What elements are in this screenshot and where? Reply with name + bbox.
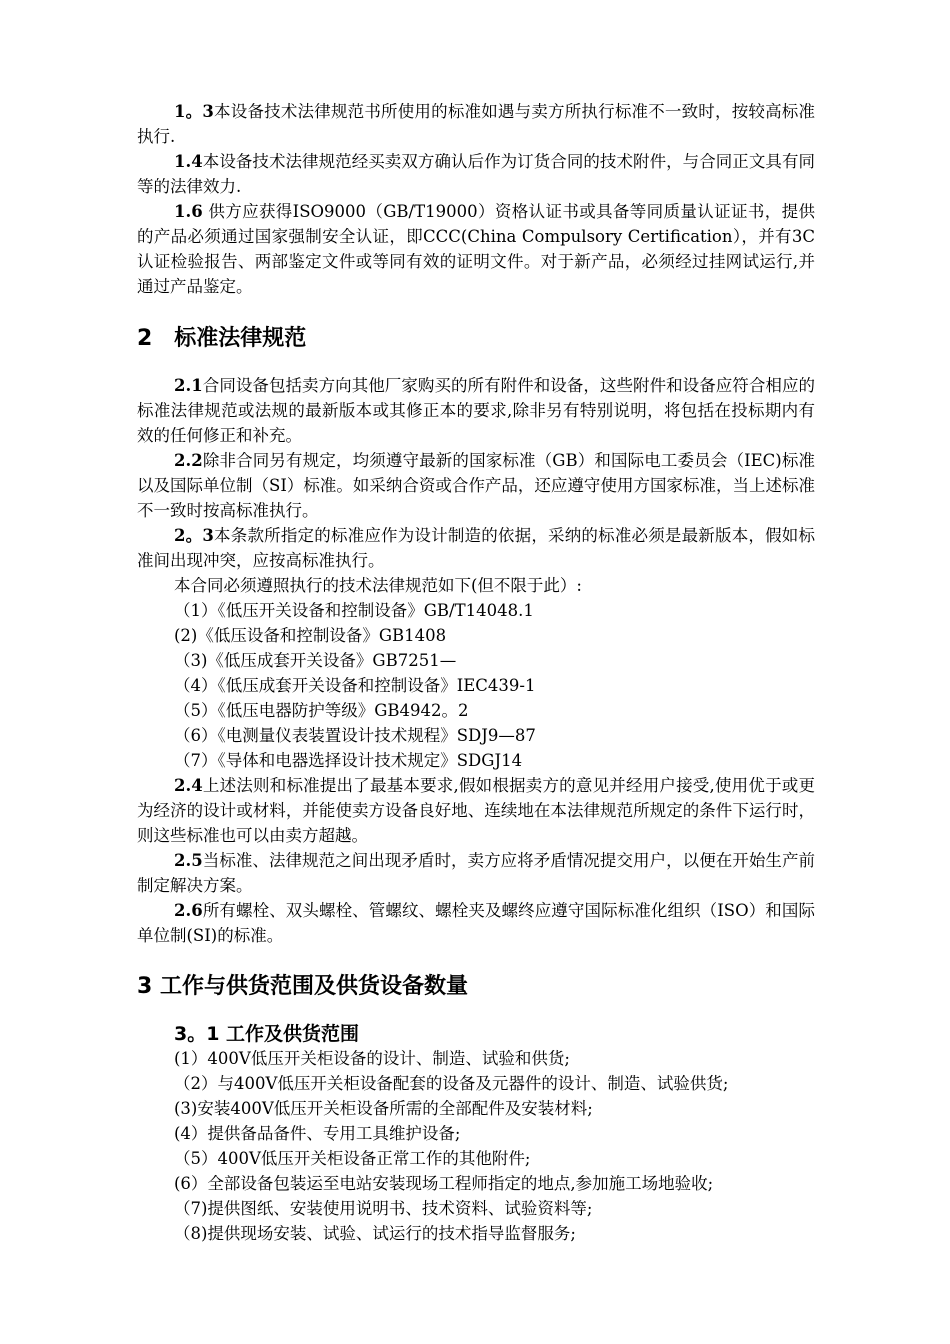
clause-number: 2.2 (174, 451, 203, 470)
clause-number: 2.1 (174, 376, 203, 395)
standard-item: （3)《低压成套开关设备》GB7251— (174, 651, 457, 670)
paragraph-2-1 (137, 373, 815, 448)
clause-number: 1.6 (174, 202, 203, 221)
scope-item: (1）400V低压开关柜设备的设计、制造、试验和供货; (174, 1049, 570, 1068)
clause-text: 本条款所指定的标准应作为设计制造的依据，采纳的标准必须是最新版本，假如标准间出现冲突，应按高标准执行。 (137, 526, 815, 570)
clause-text: 上述法则和标准提出了最基本要求,假如根据卖方的意见并经用户接受,使用优于或更为经济的设计或材料，并能使卖方设备良好地、连续地在本法律规范所规定的条件下运行时，则这些标准也可以由卖方超越。 (137, 776, 815, 845)
scope-item: (6）全部设备包装运至电站安装现场工程师指定的地点,参加施工场地验收; (174, 1174, 714, 1193)
standard-item: (2)《低压设备和控制设备》GB1408 (174, 626, 447, 645)
standard-item: （1）《低压开关设备和控制设备》GB/T14048.1 (174, 601, 534, 620)
clause-number: 2.5 (174, 851, 203, 870)
standard-item: （5）《低压电器防护等级》GB4942。2 (174, 701, 469, 720)
clause-number: 2。3 (174, 526, 214, 545)
scope-item: （2）与400V低压开关柜设备配套的设备及元器件的设计、制造、试验供货; (174, 1074, 729, 1093)
section-2-heading: 2 标准法律规范 (137, 326, 307, 351)
standard-item: （6）《电测量仪表装置设计技术规程》SDJ9—87 (174, 726, 536, 745)
paragraph-1-4 (137, 149, 815, 199)
paragraph-2-2 (137, 448, 815, 523)
clause-text: 当标准、法律规范之间出现矛盾时，卖方应将矛盾情况提交用户，以便在开始生产前制定解决方案。 (137, 851, 815, 895)
standard-item: （7）《导体和电器选择设计技术规定》SDGJ14 (174, 751, 523, 770)
clause-number: 1.4 (174, 152, 203, 171)
paragraph-2-3 (137, 523, 815, 573)
paragraph-1-3 (137, 99, 815, 149)
clause-text: 所有螺栓、双头螺栓、管螺纹、螺栓夹及螺终应遵守国际标准化组织（ISO）和国际单位制(SI)的标准。 (137, 901, 815, 945)
paragraph-2-4 (137, 773, 815, 848)
section-3-1-heading: 3。1 工作及供货范围 (174, 1023, 360, 1045)
clause-text: 本设备技术法律规范经买卖双方确认后作为订货合同的技术附件，与合同正文具有同等的法律效力. (137, 152, 815, 196)
scope-item: （7)提供图纸、安装使用说明书、技术资料、试验资料等; (174, 1199, 593, 1218)
section-3-heading: 3 工作与供货范围及供货设备数量 (137, 974, 468, 999)
scope-item: （5）400V低压开关柜设备正常工作的其他附件; (174, 1149, 531, 1168)
standard-item: （4）《低压成套开关设备和控制设备》IEC439-1 (174, 676, 536, 695)
scope-item: (4）提供备品备件、专用工具维护设备; (174, 1124, 461, 1143)
clause-text: 除非合同另有规定，均须遵守最新的国家标准（GB）和国际电工委员会（IEC)标准以及国际单位制（SI）标准。如采纳合资或合作产品，还应遵守使用方国家标准，当上述标准不一致时按高标准执行。 (137, 451, 815, 520)
scope-item: （8)提供现场安装、试验、试运行的技术指导监督服务; (174, 1224, 576, 1243)
paragraph-1-6 (137, 199, 815, 299)
clause-text: 合同设备包括卖方向其他厂家购买的所有附件和设备，这些附件和设备应符合相应的标准法律规范或法规的最新版本或其修正本的要求,除非另有特别说明，将包括在投标期内有效的任何修正和补充。 (137, 376, 815, 445)
paragraph-2-6 (137, 898, 815, 948)
clause-number: 2.4 (174, 776, 203, 795)
scope-item: (3)安装400V低压开关柜设备所需的全部配件及安装材料; (174, 1099, 593, 1118)
clause-number: 1。3 (174, 102, 214, 121)
clause-number: 2.6 (174, 901, 203, 920)
clause-text: 供方应获得ISO9000（GB/T19000）资格认证书或具备等同质量认证证书，提供的产品必须通过国家强制安全认证，即CCC(China Compulsory Certification），并有3C认证检验报告、两部鉴定文件或等同有效的证明文件。对于新产品，必须经过挂网试运行,并通过产品鉴定。 (137, 202, 815, 296)
standards-intro: 本合同必须遵照执行的技术法律规范如下(但不限于此）: (174, 576, 582, 595)
paragraph-2-5 (137, 848, 815, 898)
clause-text: 本设备技术法律规范书所使用的标准如遇与卖方所执行标准不一致时，按较高标准执行. (137, 102, 815, 146)
